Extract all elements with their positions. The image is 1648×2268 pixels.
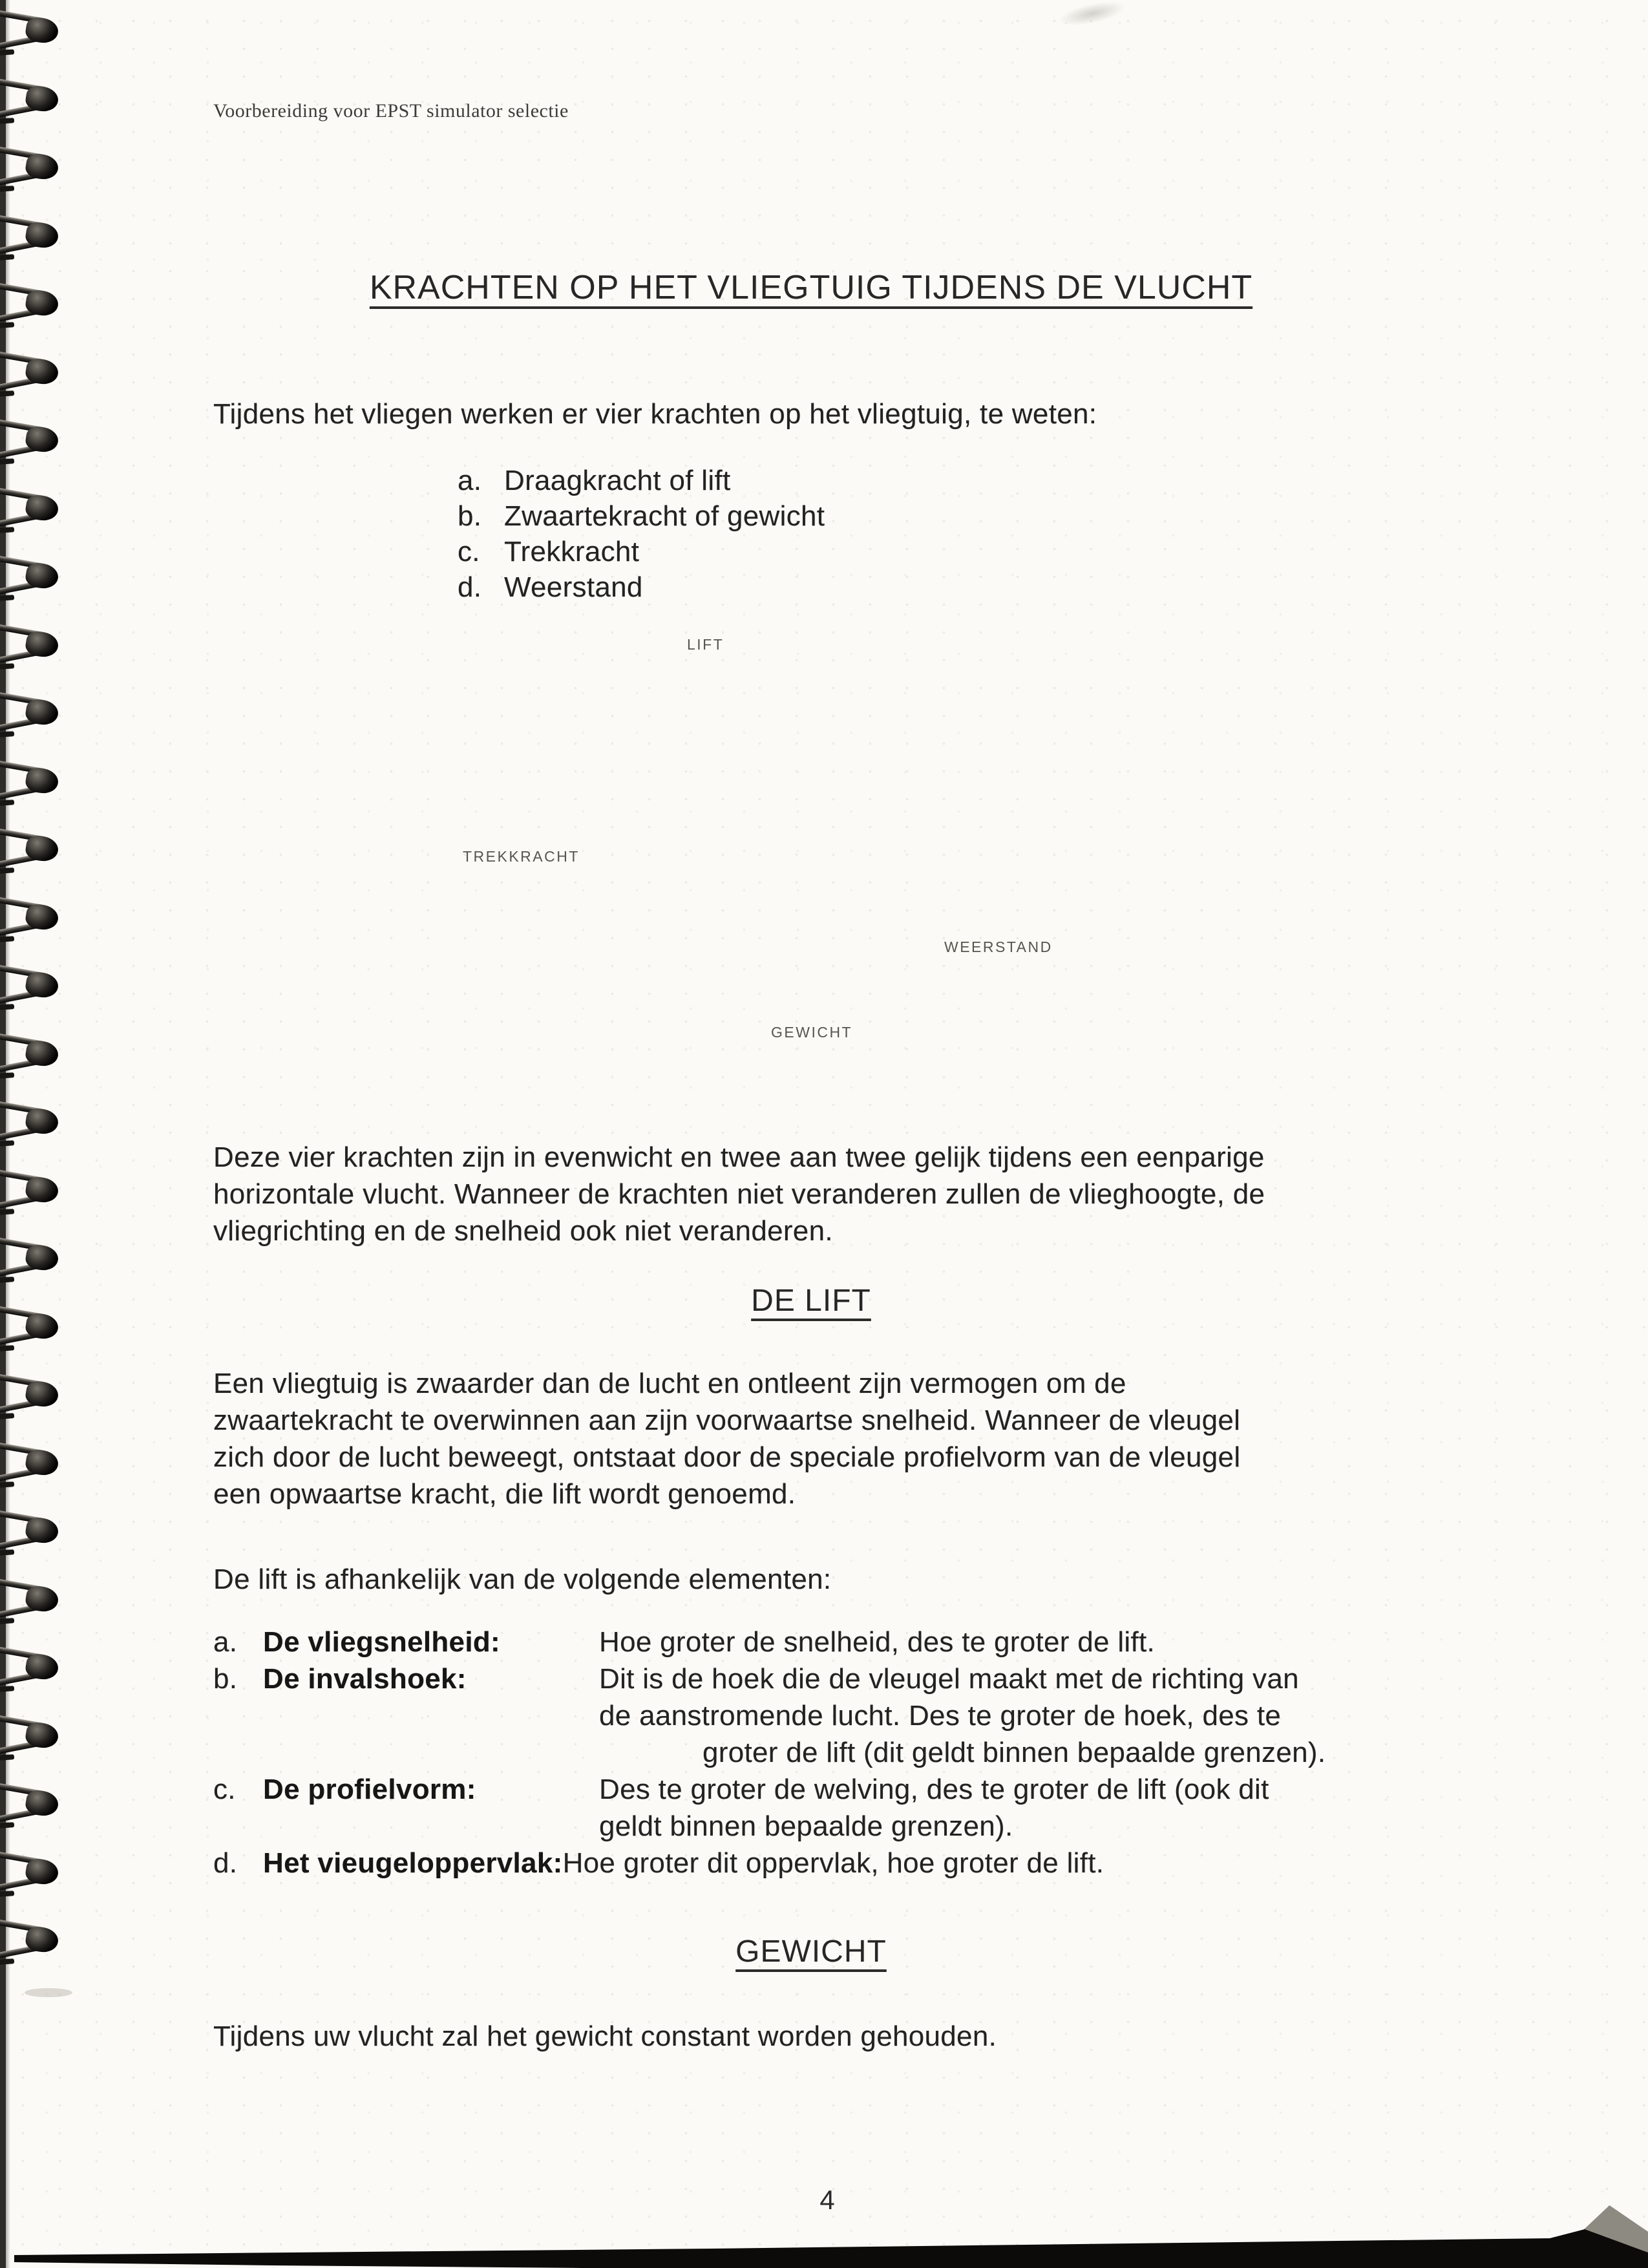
- spiral-ring: [0, 692, 67, 738]
- paragraph-line: horizontale vlucht. Wanneer de krachten niet veranderen zullen de vlieghoogte, de: [213, 1178, 1265, 1210]
- spiral-ring: [0, 760, 67, 807]
- spiral-ring: [0, 624, 67, 670]
- list-letter: c.: [213, 1774, 236, 1805]
- list-term: De vliegsnelheid:: [263, 1626, 500, 1658]
- section-heading-gewicht: GEWICHT: [735, 1934, 887, 1969]
- list-label: Zwaartekracht of gewicht: [504, 500, 825, 532]
- list-desc-line: Hoe groter de snelheid, des te groter de lift.: [599, 1626, 1156, 1658]
- spiral-ring: [0, 896, 67, 943]
- diagram-label-trekkracht: TREKKRACHT: [463, 848, 580, 865]
- spiral-ring: [0, 1033, 67, 1079]
- list-letter: b.: [458, 500, 482, 532]
- scan-smudge-left: [25, 1988, 72, 1997]
- list-item: [213, 463, 1118, 498]
- intro-paragraph: Tijdens het vliegen werken er vier krachten op het vliegtuig, te weten:: [213, 398, 1097, 430]
- section-heading-de-lift: DE LIFT: [751, 1284, 871, 1318]
- spiral-ring: [0, 964, 67, 1011]
- spiral-ring: [0, 1715, 67, 1761]
- spiral-ring: [0, 1169, 67, 1216]
- spiral-ring: [0, 1851, 67, 1898]
- paragraph-line: een opwaartse kracht, die lift wordt genoemd.: [213, 1478, 796, 1510]
- list-desc-line: de aanstromende lucht. Des te groter de hoek, des te: [599, 1700, 1282, 1732]
- spiral-ring: [0, 1646, 67, 1693]
- paragraph-line: zich door de lucht beweegt, ontstaat door de speciale profielvorm van de vleugel: [213, 1441, 1241, 1473]
- spiral-ring: [0, 1306, 67, 1352]
- list-item: [213, 534, 1118, 569]
- spiral-ring: [0, 351, 67, 397]
- paragraph-line: Deze vier krachten zijn in evenwicht en twee aan twee gelijk tijdens een eenparige: [213, 1141, 1265, 1173]
- spiral-ring: [0, 78, 67, 125]
- list-desc-line: geldt binnen bepaalde grenzen).: [599, 1810, 1013, 1842]
- spiral-ring: [0, 1578, 67, 1625]
- spiral-ring: [0, 215, 67, 261]
- list-desc-line: groter de lift (dit geldt binnen bepaalde grenzen).: [703, 1737, 1326, 1768]
- list-item: [213, 498, 1118, 534]
- list-desc-line: Dit is de hoek die de vleugel maakt met de richting van: [599, 1663, 1299, 1695]
- list-desc-line: Hoe groter dit oppervlak, hoe groter de lift.: [562, 1847, 1104, 1879]
- list-desc-line: Des te groter de welving, des te groter de lift (ook dit: [599, 1774, 1269, 1805]
- balance-paragraph: [213, 1139, 1428, 1249]
- spiral-ring: [0, 10, 67, 56]
- spiral-ring: [0, 146, 67, 193]
- spiral-ring: [0, 1101, 67, 1147]
- forces-list: [213, 463, 1118, 605]
- list-term: De invalshoek:: [263, 1663, 467, 1695]
- gewicht-paragraph: Tijdens uw vlucht zal het gewicht constant worden gehouden.: [213, 2020, 997, 2052]
- list-item: [213, 1624, 1441, 1660]
- elements-lead: De lift is afhankelijk van de volgende elementen:: [213, 1563, 832, 1595]
- diagram-label-weerstand: WEERSTAND: [944, 938, 1053, 955]
- spiral-ring: [0, 282, 67, 329]
- list-item: [213, 1771, 1441, 1845]
- paragraph-line: vliegrichting en de snelheid ook niet veranderen.: [213, 1215, 833, 1247]
- list-letter: c.: [458, 536, 480, 567]
- page-number: 4: [819, 2185, 835, 2215]
- spiral-ring: [0, 1919, 67, 1966]
- spiral-ring: [0, 1373, 67, 1420]
- running-header: Voorbereiding voor EPST simulator selectie: [213, 100, 569, 122]
- diagram-label-gewicht: GEWICHT: [771, 1024, 853, 1041]
- spiral-ring: [0, 555, 67, 602]
- list-item: [213, 1845, 1441, 1881]
- scan-bottom-edge: [0, 2216, 1648, 2268]
- spiral-ring: [0, 1237, 67, 1284]
- spiral-ring: [0, 1783, 67, 1829]
- spiral-ring: [0, 1510, 67, 1556]
- list-term: De profielvorm:: [263, 1774, 476, 1805]
- list-letter: a.: [458, 465, 482, 496]
- page-title: KRACHTEN OP HET VLIEGTUIG TIJDENS DE VLUCHT: [369, 269, 1253, 306]
- list-label: Trekkracht: [504, 536, 640, 567]
- scan-smudge-top-right: [1057, 0, 1127, 30]
- elements-list: [213, 1624, 1441, 1881]
- list-label: Draagkracht of lift: [504, 465, 731, 496]
- spiral-ring: [0, 487, 67, 534]
- paragraph-line: zwaartekracht te overwinnen aan zijn voorwaartse snelheid. Wanneer de vleugel: [213, 1404, 1241, 1436]
- list-label: Weerstand: [504, 571, 643, 603]
- paragraph-line: Een vliegtuig is zwaarder dan de lucht en ontleent zijn vermogen om de: [213, 1368, 1126, 1399]
- diagram-label-lift: LIFT: [687, 636, 724, 653]
- spiral-ring: [0, 419, 67, 465]
- spiral-ring: [0, 1442, 67, 1489]
- list-item: [213, 1660, 1441, 1771]
- list-letter: d.: [213, 1847, 238, 1879]
- spiral-ring: [0, 828, 67, 874]
- forces-diagram: [362, 614, 1202, 1092]
- list-letter: b.: [213, 1663, 238, 1695]
- list-letter: a.: [213, 1626, 238, 1658]
- lift-paragraph: [213, 1365, 1428, 1512]
- list-item: [213, 569, 1118, 605]
- list-letter: d.: [458, 571, 482, 603]
- list-term: Het vieugeloppervlak:: [263, 1847, 563, 1879]
